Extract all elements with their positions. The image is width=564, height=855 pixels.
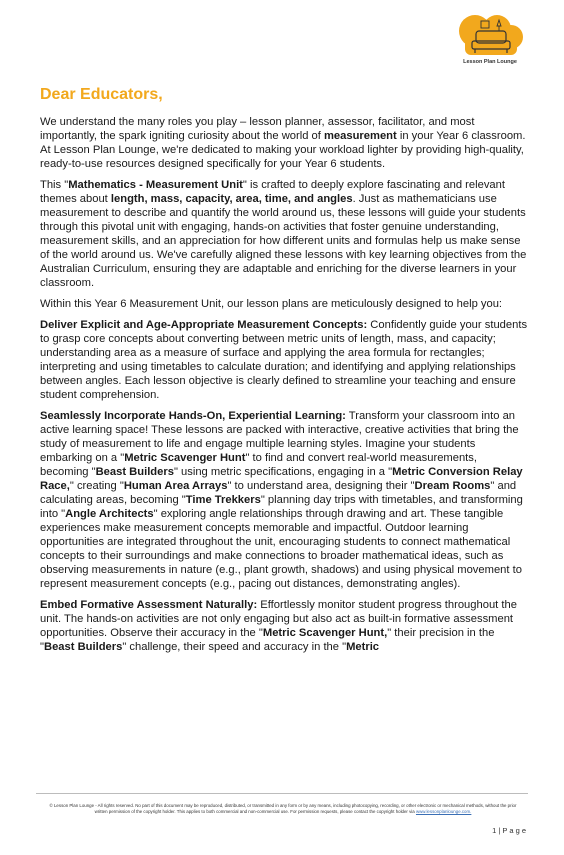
bold-text: Time Trekkers [185, 494, 261, 506]
bold-text: Metric Conversion Relay Race, [40, 466, 523, 492]
bold-text: Beast Builders [43, 641, 123, 653]
text: in your Year 6 classroom. At Lesson Plan Lounge, we're dedicated to making your workload lighter by providing high-quality, ready-to-use resources designed specifically for your Year 6 students. [40, 130, 526, 170]
text: " challenge, their speed and accuracy in the " [122, 641, 347, 653]
bold-text: Dream Rooms [414, 480, 491, 492]
bold-text: Metric Scavenger Hunt [124, 452, 246, 464]
text: " to understand area, designing their " [227, 480, 415, 492]
bold-text: Beast Builders [95, 466, 174, 478]
bold-text: Mathematics - Measurement Unit [68, 179, 243, 191]
bold-text: Seamlessly Incorporate Hands-On, Experiential Learning: [40, 410, 346, 422]
text: Within this Year 6 Measurement Unit, our lesson plans are meticulously designed to help you: [40, 298, 503, 310]
paragraph-2 [40, 178, 528, 290]
paragraph-6 [40, 598, 528, 654]
text: " is crafted to deeply explore fascinating and relevant themes about [40, 179, 505, 205]
text: " planning day trips with timetables, and transforming into " [40, 494, 523, 520]
paragraph-1 [40, 115, 528, 171]
page-number: 1 | P a g e [492, 826, 526, 835]
footer-copyright [46, 803, 520, 815]
paragraph-3 [40, 297, 528, 311]
brand-name: Lesson Plan Lounge [463, 59, 517, 65]
text: Confidently guide your students to grasp core concepts about converting between metric units of length, mass, and capacity; understanding area as a measure of surface and applying the area formula for rectangles; interpreting and using timetables to calculate duration; and identifying and applying relationships between angles. Each lesson objective is clearly defined to streamline your teaching and ensure student comprehension. [40, 319, 528, 401]
text: Transform your classroom into an active learning space! These lessons are packed with interactive, creative activities that bring the study of measurement to life and engage multiple learning styles. Imagine your students embarking on a " [40, 410, 519, 464]
bold-text: Angle Architects [65, 508, 154, 520]
paragraph-4 [40, 318, 528, 402]
greeting-heading: Dear Educators, [40, 86, 163, 103]
text: " using metric specifications, engaging in a " [173, 466, 393, 478]
text: " and calculating areas, becoming " [40, 480, 517, 506]
paragraph-5 [40, 409, 528, 591]
text: . Just as mathematicians use measurement to describe and quantify the world around us, these lessons will guide your students through this pivotal unit with engaging, hands-on activities that foster genuine understanding, measurement skills, and an appreciation for how different units and formulas help us make sense of the world around us. We've carefully aligned these lessons with key learning objectives from the Australian Curriculum, ensuring they are adaptable and enriching for the diverse learners in your classroom. [40, 193, 527, 289]
text: We understand the many roles you play – lesson planner, assessor, facilitator, and most importantly, the spark igniting curiosity about the world of [40, 116, 475, 142]
text: " to find and convert real-world measurements, becoming " [40, 452, 477, 478]
bold-text: Metric [346, 641, 380, 653]
bold-text: Deliver Explicit and Age-Appropriate Measurement Concepts: [40, 319, 368, 331]
copyright-text: © Lesson Plan Lounge - All rights reserved. No part of this document may be reproduced, distributed, or transmitted in any form or by any means, including photocopying, recording, or other electronic or mechanical methods, without the prior written permission of the copyright holder. This applies to both commercial and non-commercial use. For permission requests, please contact the copyright holder via [49, 803, 517, 814]
footer-divider [36, 793, 528, 794]
text: " their precision in the " [40, 627, 495, 653]
bold-text: Human Area Arrays [123, 480, 228, 492]
text: This " [40, 179, 69, 191]
text: " exploring angle relationships through drawing and art. These tangible experiences make measurement concepts memorable and impactful. Outdoor learning opportunities are integrated throughout the unit, encouraging students to connect mathematical concepts to their surroundings and make connections to broader mathematical ideas, such as observing measurements in nature (e.g., plant growth, shadows) and using physical movement to represent measurement concepts (e.g., pacing out distances, demonstrating angles). [40, 508, 522, 590]
bold-text: Embed Formative Assessment Naturally: [40, 599, 258, 611]
bold-text: Metric Scavenger Hunt, [262, 627, 388, 639]
letter-body [40, 115, 528, 661]
bold-text: length, mass, capacity, area, time, and angles [110, 193, 353, 205]
website-link[interactable]: www.lessonplanlounge.com. [415, 809, 472, 814]
text: " creating " [69, 480, 124, 492]
text: Effortlessly monitor student progress throughout the unit. The hands-on activities are not only engaging but also act as built-in formative assessment opportunities. Observe their accuracy in the " [40, 599, 517, 639]
bold-text: measurement [323, 130, 397, 142]
